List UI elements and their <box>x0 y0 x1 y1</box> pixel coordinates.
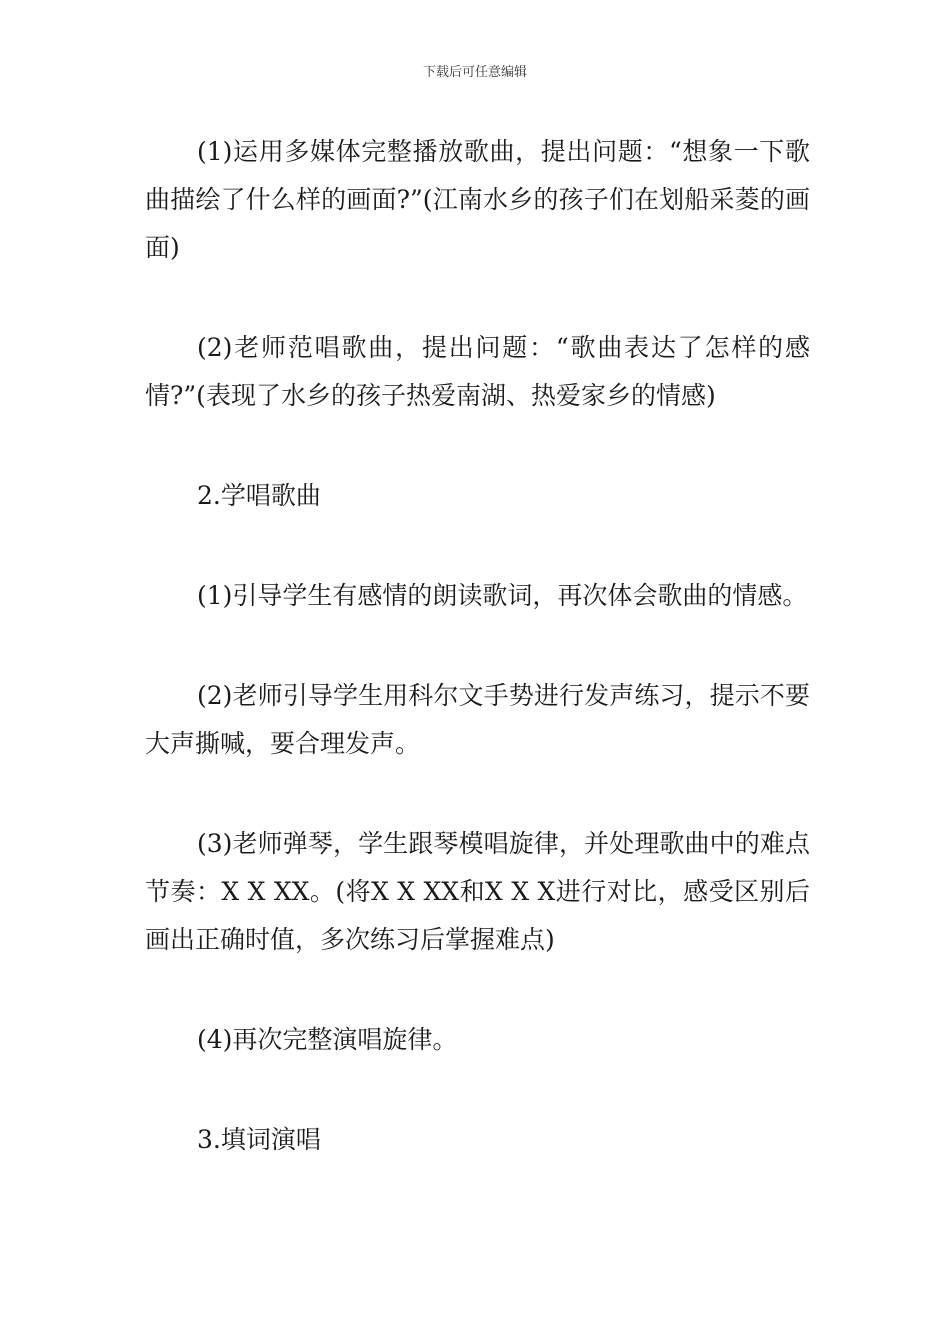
paragraph-6: (4)再次完整演唱旋律。 <box>197 1025 458 1054</box>
paragraph-4: (2)老师引导学生用科尔文手势进行发声练习，提示不要大声撕喊，要合理发声。 <box>145 681 810 758</box>
document-body <box>145 128 810 1164</box>
paragraph-2: (2)老师范唱歌曲，提出问题：“歌曲表达了怎样的感情?”(表现了水乡的孩子热爱南湖、热爱家乡的情感) <box>145 333 810 410</box>
paragraph-3: (1)引导学生有感情的朗读歌词，再次体会歌曲的情感。 <box>197 581 808 610</box>
page-header: 下载后可任意编辑 <box>422 65 527 80</box>
section-heading-2: 2.学唱歌曲 <box>197 481 321 510</box>
section-heading-3: 3.填词演唱 <box>197 1125 321 1154</box>
paragraph-1: (1)运用多媒体完整播放歌曲，提出问题：“想象一下歌曲描绘了什么样的画面?”(江南水乡的孩子们在划船采菱的画面) <box>145 137 810 262</box>
paragraph-5: (3)老师弹琴，学生跟琴模唱旋律，并处理歌曲中的难点节奏：X X XX。(将X X XX和X X X进行对比，感受区别后画出正确时值，多次练习后掌握难点) <box>145 829 810 954</box>
